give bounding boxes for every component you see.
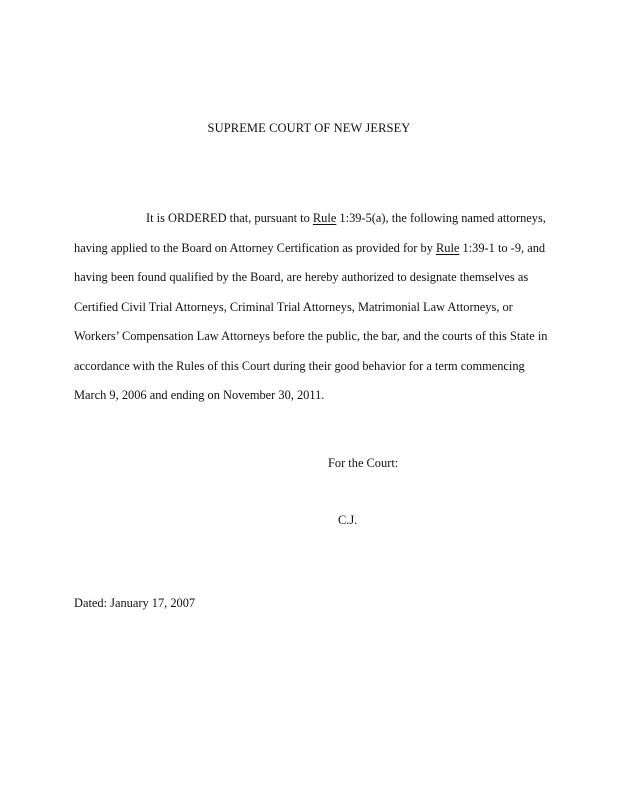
order-line — [74, 234, 564, 264]
order-paragraph — [74, 204, 564, 411]
order-text: Workers’ Compensation Law Attorneys before the public, the bar, and the courts of this State in — [74, 329, 548, 343]
court-title: SUPREME COURT OF NEW JERSEY — [207, 121, 411, 135]
signature: C.J. — [338, 513, 358, 527]
rule-reference: Rule — [436, 240, 460, 255]
order-line — [74, 263, 564, 293]
order-text: March 9, 2006 and ending on November 30, 2011. — [74, 388, 325, 402]
order-text: having applied to the Board on Attorney Certification as provided for by — [74, 240, 436, 255]
order-text: having been found qualified by the Board, are hereby authorized to designate themselves as — [74, 270, 529, 284]
order-line — [74, 352, 564, 382]
order-text: Certified Civil Trial Attorneys, Criminal Trial Attorneys, Matrimonial Law Attorneys, or — [74, 299, 513, 314]
order-text: 1:39-1 to -9, and — [459, 240, 546, 255]
signature-intro: For the Court: — [328, 456, 399, 470]
order-line — [74, 381, 564, 411]
order-line — [74, 322, 564, 352]
order-text: accordance with the Rules of this Court during their good behavior for a term commencing — [74, 358, 525, 373]
date-line: Dated: January 17, 2007 — [74, 596, 196, 610]
order-text: It is ORDERED that, pursuant to — [146, 211, 313, 225]
order-line — [74, 293, 564, 323]
order-text: 1:39-5(a), the following named attorneys, — [336, 211, 546, 225]
rule-reference: Rule — [312, 211, 337, 225]
order-line — [74, 204, 564, 234]
